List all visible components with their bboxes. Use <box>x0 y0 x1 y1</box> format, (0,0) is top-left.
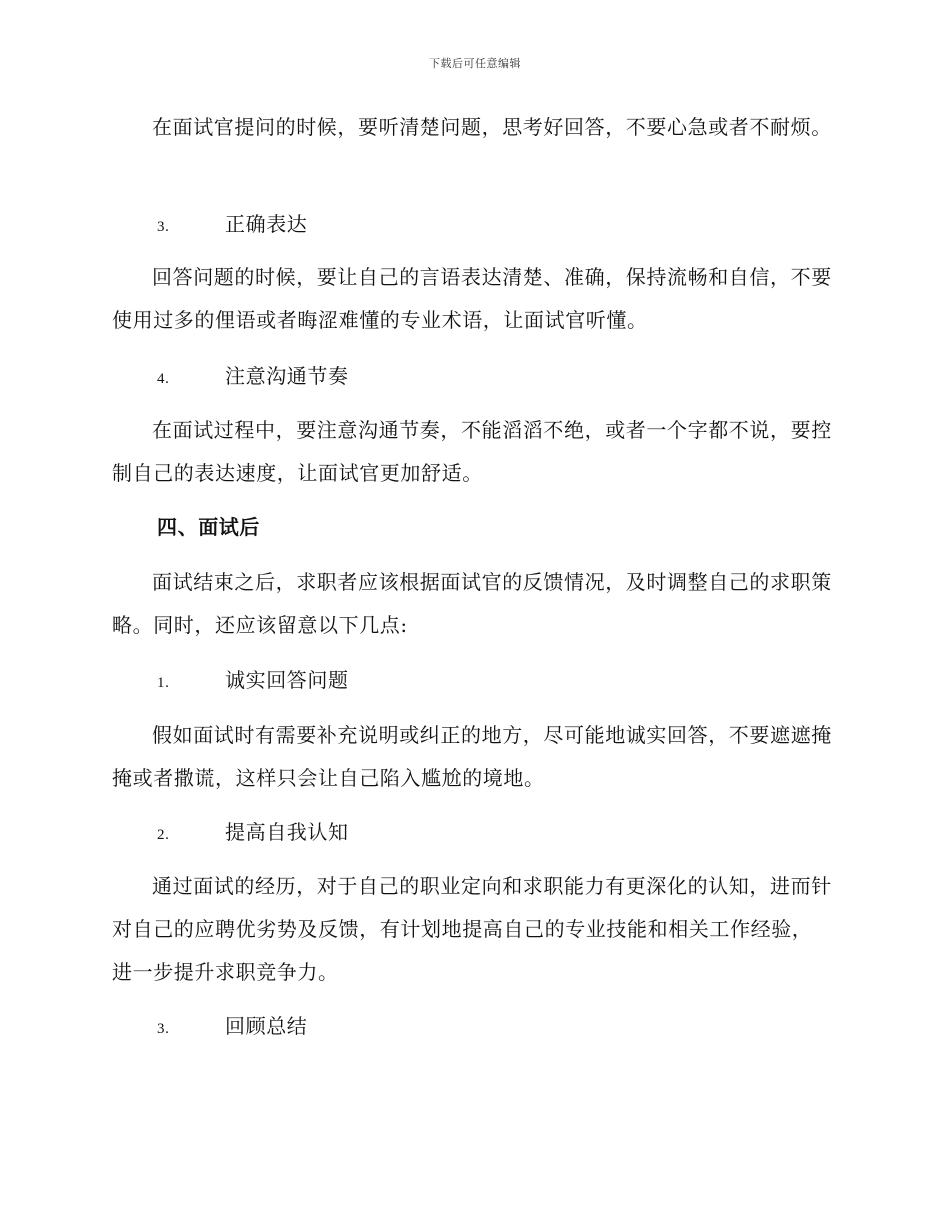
page-header: 下载后可任意编辑 <box>429 57 521 70</box>
list-title: 提高自我认知 <box>225 820 349 844</box>
paragraph-honest: 假如面试时有需要补充说明或纠正的地方，尽可能地诚实回答，不要遮遮掩掩或者撒谎，这样只会让自己陷入尴尬的境地。 <box>112 723 832 790</box>
list-item-correct-expression <box>112 203 877 249</box>
list-title: 正确表达 <box>225 212 308 236</box>
paragraph-listen-carefully: 在面试官提问的时候，要听清楚问题，思考好回答，不要心急或者不耐烦。 <box>152 115 832 139</box>
list-title: 注意沟通节奏 <box>225 364 349 388</box>
list-number: 3. <box>157 219 170 235</box>
list-item-review-summary <box>112 1005 877 1051</box>
list-number: 2. <box>157 827 170 843</box>
list-item-communication-rhythm <box>112 355 877 401</box>
paragraph-rhythm: 在面试过程中，要注意沟通节奏，不能滔滔不绝，或者一个字都不说，要控制自己的表达速度，让面试官更加舒适。 <box>112 418 832 485</box>
list-number: 1. <box>157 675 170 691</box>
paragraph-self-awareness: 通过面试的经历，对于自己的职业定向和求职能力有更深化的认知，进而针对自己的应聘优劣势及反馈，有计划地提高自己的专业技能和相关工作经验，进一步提升求职竞争力。 <box>112 874 832 984</box>
section-heading-after-interview: 四、面试后 <box>157 515 260 539</box>
list-title: 诚实回答问题 <box>225 668 349 692</box>
list-title: 回顾总结 <box>225 1014 308 1038</box>
list-item-honest-answer <box>112 659 877 705</box>
list-item-self-awareness <box>112 811 877 857</box>
list-number: 3. <box>157 1021 170 1037</box>
paragraph-after-interview: 面试结束之后，求职者应该根据面试官的反馈情况，及时调整自己的求职策略。同时，还应该留意以下几点: <box>112 570 832 637</box>
paragraph-clear-expression: 回答问题的时候，要让自己的言语表达清楚、准确，保持流畅和自信，不要使用过多的俚语或者晦涩难懂的专业术语，让面试官听懂。 <box>112 265 832 332</box>
list-number: 4. <box>157 371 170 387</box>
